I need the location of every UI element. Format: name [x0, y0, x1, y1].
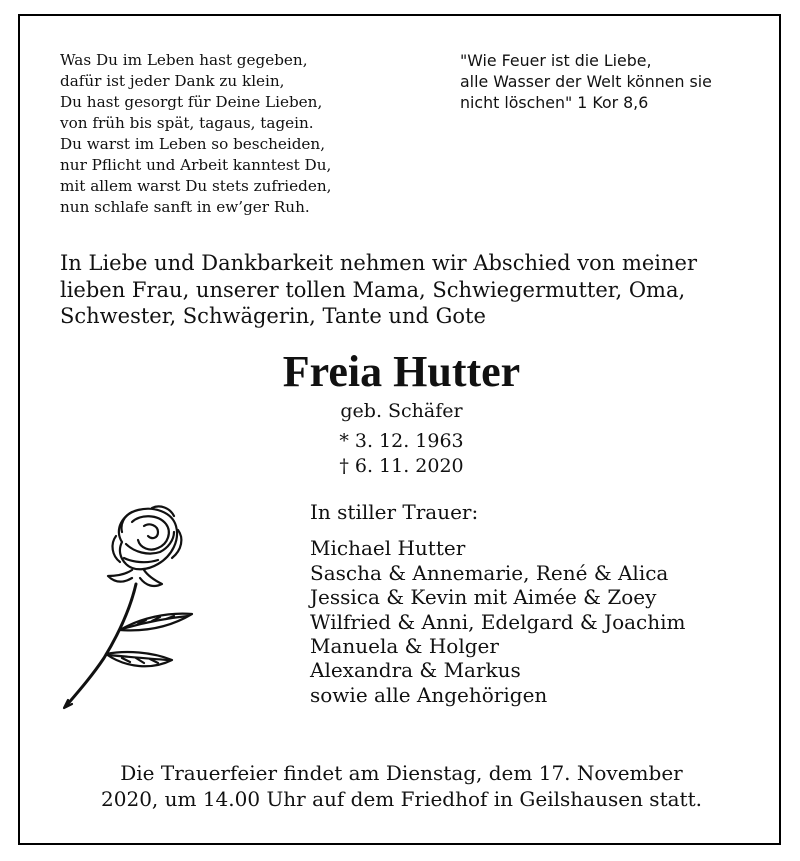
deceased-name: Freia Hutter — [282, 347, 521, 396]
quote-line: nicht löschen" 1 Kor 8,6 — [460, 93, 649, 112]
birth-name: geb. Schäfer — [340, 400, 463, 422]
quote-line: alle Wasser der Welt können sie — [460, 72, 712, 91]
poem-line: Du hast gesorgt für Deine Lieben, — [60, 93, 323, 111]
mourner-name: Alexandra & Markus — [310, 658, 521, 683]
poem-line: Du warst im Leben so bescheiden, — [60, 135, 326, 153]
mourner-name: Wilfried & Anni, Edelgard & Joachim — [310, 609, 686, 634]
poem-line: Was Du im Leben hast gegeben, — [60, 51, 308, 69]
poem — [60, 50, 440, 218]
obituary-frame — [18, 14, 781, 845]
poem-line: dafür ist jeder Dank zu klein, — [60, 72, 285, 90]
mourner-name: Jessica & Kevin mit Aimée & Zoey — [310, 585, 657, 610]
notice-line: Die Trauerfeier findet am Dienstag, dem 17. November — [120, 761, 683, 785]
quote-line: "Wie Feuer ist die Liebe, — [460, 51, 652, 70]
bible-quote — [460, 50, 760, 113]
death-date: † 6. 11. 2020 — [339, 455, 464, 477]
intro-line: Schwester, Schwägerin, Tante und Gote — [60, 304, 486, 328]
poem-line: nur Pflicht und Arbeit kanntest Du, — [60, 156, 332, 174]
mourner-name: sowie alle Angehörigen — [310, 682, 548, 707]
mourner-name: Michael Hutter — [310, 536, 466, 561]
birth-date: * 3. 12. 1963 — [339, 430, 464, 452]
farewell-intro — [60, 250, 750, 330]
funeral-notice — [20, 760, 783, 812]
notice-line: 2020, um 14.00 Uhr auf dem Friedhof in Geilshausen statt. — [101, 787, 702, 811]
intro-line: In Liebe und Dankbarkeit nehmen wir Abschied von meiner — [60, 251, 698, 275]
mourner-name: Sascha & Annemarie, René & Alica — [310, 560, 669, 585]
poem-line: nun schlafe sanft in ew’ger Ruh. — [60, 198, 310, 216]
mourner-name: Manuela & Holger — [310, 634, 499, 659]
mourners-list — [310, 500, 770, 707]
intro-line: lieben Frau, unserer tollen Mama, Schwiegermutter, Oma, — [60, 277, 686, 302]
poem-line: von früh bis spät, tagaus, tagein. — [60, 114, 314, 132]
mourners-heading: In stiller Trauer: — [310, 500, 479, 524]
poem-line: mit allem warst Du stets zufrieden, — [60, 177, 332, 195]
rose-icon — [60, 500, 200, 710]
